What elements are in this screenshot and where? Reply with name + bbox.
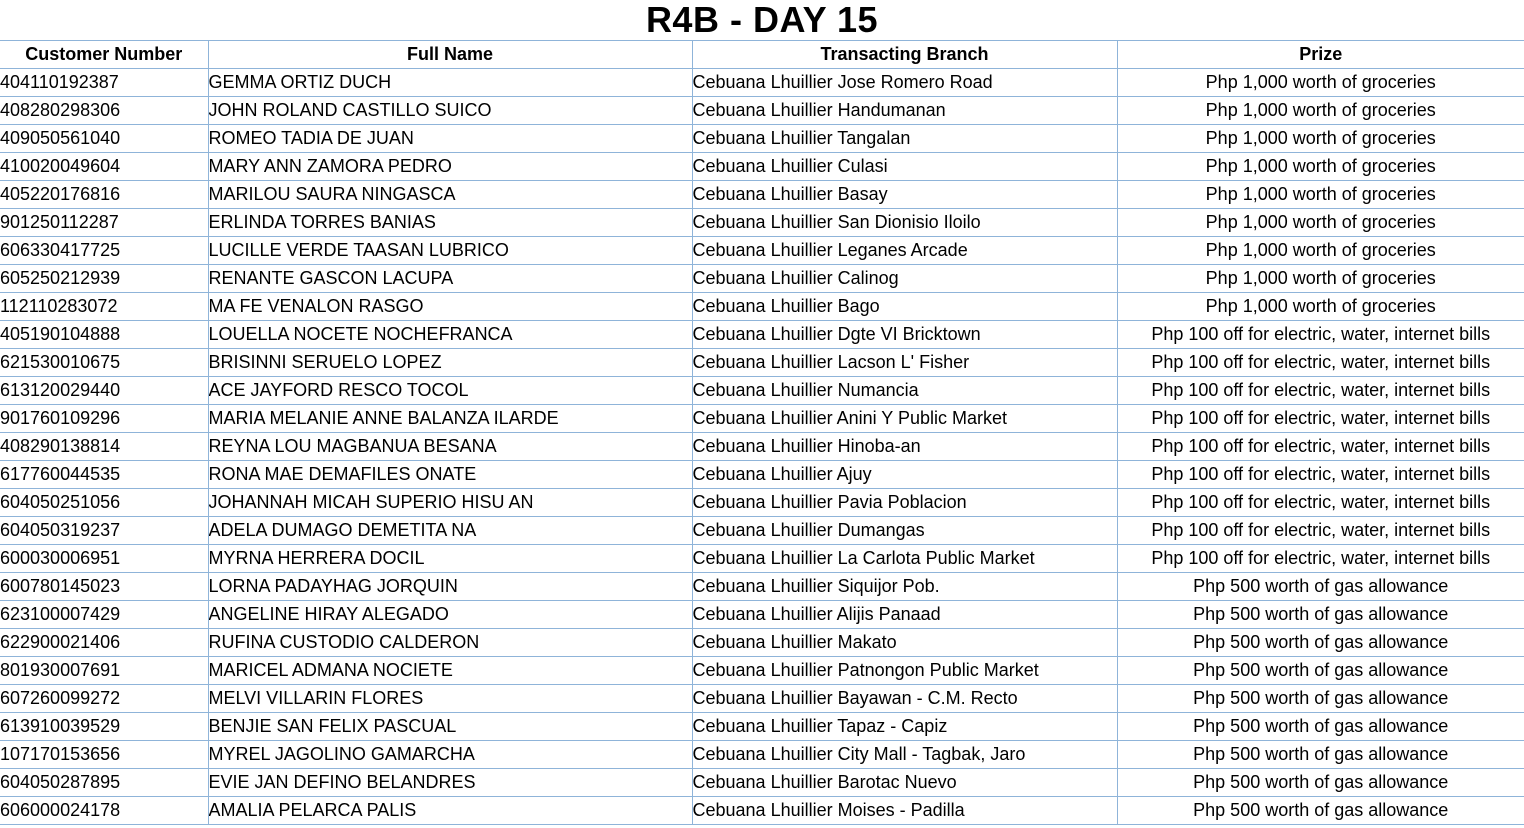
transacting-branch-cell: Cebuana Lhuillier Culasi [692,153,1117,181]
table-row [0,601,1524,629]
customer-number-cell: 623100007429 [0,601,208,629]
transacting-branch-cell: Cebuana Lhuillier Anini Y Public Market [692,405,1117,433]
full-name-cell: JOHN ROLAND CASTILLO SUICO [208,97,692,125]
prize-cell: Php 1,000 worth of groceries [1117,209,1524,237]
table-row [0,349,1524,377]
customer-number-cell: 613120029440 [0,377,208,405]
transacting-branch-cell: Cebuana Lhuillier San Dionisio Iloilo [692,209,1117,237]
table-row [0,713,1524,741]
table-row [0,685,1524,713]
transacting-branch-cell: Cebuana Lhuillier Calinog [692,265,1117,293]
full-name-cell: GEMMA ORTIZ DUCH [208,69,692,97]
table-row [0,181,1524,209]
table-row [0,265,1524,293]
prize-cell: Php 500 worth of gas allowance [1117,657,1524,685]
table-row [0,209,1524,237]
customer-number-cell: 621530010675 [0,349,208,377]
prize-cell: Php 500 worth of gas allowance [1117,769,1524,797]
transacting-branch-cell: Cebuana Lhuillier Patnongon Public Market [692,657,1117,685]
full-name-cell: EVIE JAN DEFINO BELANDRES [208,769,692,797]
customer-number-cell: 410020049604 [0,153,208,181]
full-name-cell: BRISINNI SERUELO LOPEZ [208,349,692,377]
transacting-branch-cell: Cebuana Lhuillier Dumangas [692,517,1117,545]
transacting-branch-cell: Cebuana Lhuillier Leganes Arcade [692,237,1117,265]
prize-cell: Php 100 off for electric, water, internet bills [1117,349,1524,377]
customer-number-cell: 901760109296 [0,405,208,433]
prize-cell: Php 500 worth of gas allowance [1117,741,1524,769]
full-name-cell: MYREL JAGOLINO GAMARCHA [208,741,692,769]
transacting-branch-cell: Cebuana Lhuillier Makato [692,629,1117,657]
customer-number-cell: 604050319237 [0,517,208,545]
prize-cell: Php 1,000 worth of groceries [1117,265,1524,293]
customer-number-cell: 600780145023 [0,573,208,601]
table-row [0,657,1524,685]
prize-cell: Php 1,000 worth of groceries [1117,69,1524,97]
prize-cell: Php 100 off for electric, water, internet bills [1117,321,1524,349]
customer-number-cell: 607260099272 [0,685,208,713]
transacting-branch-cell: Cebuana Lhuillier Barotac Nuevo [692,769,1117,797]
table-row [0,517,1524,545]
prize-cell: Php 100 off for electric, water, internet bills [1117,461,1524,489]
transacting-branch-cell: Cebuana Lhuillier Lacson L' Fisher [692,349,1117,377]
column-header-prize: Prize [1117,41,1524,69]
customer-number-cell: 112110283072 [0,293,208,321]
full-name-cell: MELVI VILLARIN FLORES [208,685,692,713]
transacting-branch-cell: Cebuana Lhuillier Pavia Poblacion [692,489,1117,517]
transacting-branch-cell: Cebuana Lhuillier Numancia [692,377,1117,405]
table-row [0,461,1524,489]
customer-number-cell: 605250212939 [0,265,208,293]
transacting-branch-cell: Cebuana Lhuillier Tangalan [692,125,1117,153]
transacting-branch-cell: Cebuana Lhuillier Hinoba-an [692,433,1117,461]
full-name-cell: ROMEO TADIA DE JUAN [208,125,692,153]
full-name-cell: AMALIA PELARCA PALIS [208,797,692,825]
customer-number-cell: 617760044535 [0,461,208,489]
transacting-branch-cell: Cebuana Lhuillier City Mall - Tagbak, Jaro [692,741,1117,769]
table-row [0,769,1524,797]
transacting-branch-cell: Cebuana Lhuillier Bago [692,293,1117,321]
prize-cell: Php 1,000 worth of groceries [1117,97,1524,125]
full-name-cell: MARILOU SAURA NINGASCA [208,181,692,209]
customer-number-cell: 107170153656 [0,741,208,769]
column-header-transacting-branch: Transacting Branch [692,41,1117,69]
transacting-branch-cell: Cebuana Lhuillier Alijis Panaad [692,601,1117,629]
prize-cell: Php 1,000 worth of groceries [1117,153,1524,181]
customer-number-cell: 404110192387 [0,69,208,97]
prize-cell: Php 500 worth of gas allowance [1117,797,1524,825]
prize-cell: Php 500 worth of gas allowance [1117,629,1524,657]
table-row [0,377,1524,405]
customer-number-cell: 606000024178 [0,797,208,825]
customer-number-cell: 901250112287 [0,209,208,237]
full-name-cell: LUCILLE VERDE TAASAN LUBRICO [208,237,692,265]
customer-number-cell: 408280298306 [0,97,208,125]
customer-number-cell: 409050561040 [0,125,208,153]
transacting-branch-cell: Cebuana Lhuillier Basay [692,181,1117,209]
customer-number-cell: 405190104888 [0,321,208,349]
full-name-cell: MARICEL ADMANA NOCIETE [208,657,692,685]
prize-cell: Php 100 off for electric, water, internet bills [1117,517,1524,545]
prize-cell: Php 1,000 worth of groceries [1117,125,1524,153]
customer-number-cell: 604050251056 [0,489,208,517]
column-header-customer-number: Customer Number [0,41,208,69]
table-row [0,321,1524,349]
full-name-cell: MARY ANN ZAMORA PEDRO [208,153,692,181]
full-name-cell: MARIA MELANIE ANNE BALANZA ILARDE [208,405,692,433]
transacting-branch-cell: Cebuana Lhuillier Dgte VI Bricktown [692,321,1117,349]
prize-cell: Php 100 off for electric, water, internet bills [1117,405,1524,433]
full-name-cell: REYNA LOU MAGBANUA BESANA [208,433,692,461]
full-name-cell: LORNA PADAYHAG JORQUIN [208,573,692,601]
table-row [0,741,1524,769]
winners-table [0,40,1524,825]
transacting-branch-cell: Cebuana Lhuillier Handumanan [692,97,1117,125]
table-row [0,629,1524,657]
table-row [0,545,1524,573]
table-row [0,573,1524,601]
table-row [0,125,1524,153]
full-name-cell: MA FE VENALON RASGO [208,293,692,321]
prize-cell: Php 100 off for electric, water, internet bills [1117,489,1524,517]
full-name-cell: RONA MAE DEMAFILES ONATE [208,461,692,489]
customer-number-cell: 600030006951 [0,545,208,573]
table-row [0,405,1524,433]
customer-number-cell: 408290138814 [0,433,208,461]
column-header-full-name: Full Name [208,41,692,69]
table-row [0,293,1524,321]
prize-cell: Php 1,000 worth of groceries [1117,293,1524,321]
table-row [0,797,1524,825]
full-name-cell: ANGELINE HIRAY ALEGADO [208,601,692,629]
full-name-cell: RENANTE GASCON LACUPA [208,265,692,293]
prize-cell: Php 100 off for electric, water, internet bills [1117,377,1524,405]
header-row [0,41,1524,69]
full-name-cell: JOHANNAH MICAH SUPERIO HISU AN [208,489,692,517]
prize-cell: Php 500 worth of gas allowance [1117,685,1524,713]
table-row [0,69,1524,97]
transacting-branch-cell: Cebuana Lhuillier Jose Romero Road [692,69,1117,97]
prize-cell: Php 1,000 worth of groceries [1117,181,1524,209]
table-row [0,489,1524,517]
transacting-branch-cell: Cebuana Lhuillier Bayawan - C.M. Recto [692,685,1117,713]
customer-number-cell: 801930007691 [0,657,208,685]
full-name-cell: ADELA DUMAGO DEMETITA NA [208,517,692,545]
prize-cell: Php 100 off for electric, water, internet bills [1117,545,1524,573]
transacting-branch-cell: Cebuana Lhuillier La Carlota Public Market [692,545,1117,573]
transacting-branch-cell: Cebuana Lhuillier Ajuy [692,461,1117,489]
table-row [0,97,1524,125]
prize-cell: Php 500 worth of gas allowance [1117,573,1524,601]
full-name-cell: BENJIE SAN FELIX PASCUAL [208,713,692,741]
customer-number-cell: 405220176816 [0,181,208,209]
customer-number-cell: 604050287895 [0,769,208,797]
table-row [0,433,1524,461]
full-name-cell: MYRNA HERRERA DOCIL [208,545,692,573]
prize-cell: Php 100 off for electric, water, internet bills [1117,433,1524,461]
full-name-cell: ACE JAYFORD RESCO TOCOL [208,377,692,405]
transacting-branch-cell: Cebuana Lhuillier Siquijor Pob. [692,573,1117,601]
transacting-branch-cell: Cebuana Lhuillier Moises - Padilla [692,797,1117,825]
customer-number-cell: 606330417725 [0,237,208,265]
customer-number-cell: 613910039529 [0,713,208,741]
prize-cell: Php 500 worth of gas allowance [1117,601,1524,629]
prize-cell: Php 500 worth of gas allowance [1117,713,1524,741]
table-row [0,237,1524,265]
full-name-cell: LOUELLA NOCETE NOCHEFRANCA [208,321,692,349]
prize-cell: Php 1,000 worth of groceries [1117,237,1524,265]
page-title: R4B - DAY 15 [645,0,879,40]
customer-number-cell: 622900021406 [0,629,208,657]
transacting-branch-cell: Cebuana Lhuillier Tapaz - Capiz [692,713,1117,741]
full-name-cell: ERLINDA TORRES BANIAS [208,209,692,237]
full-name-cell: RUFINA CUSTODIO CALDERON [208,629,692,657]
table-row [0,153,1524,181]
